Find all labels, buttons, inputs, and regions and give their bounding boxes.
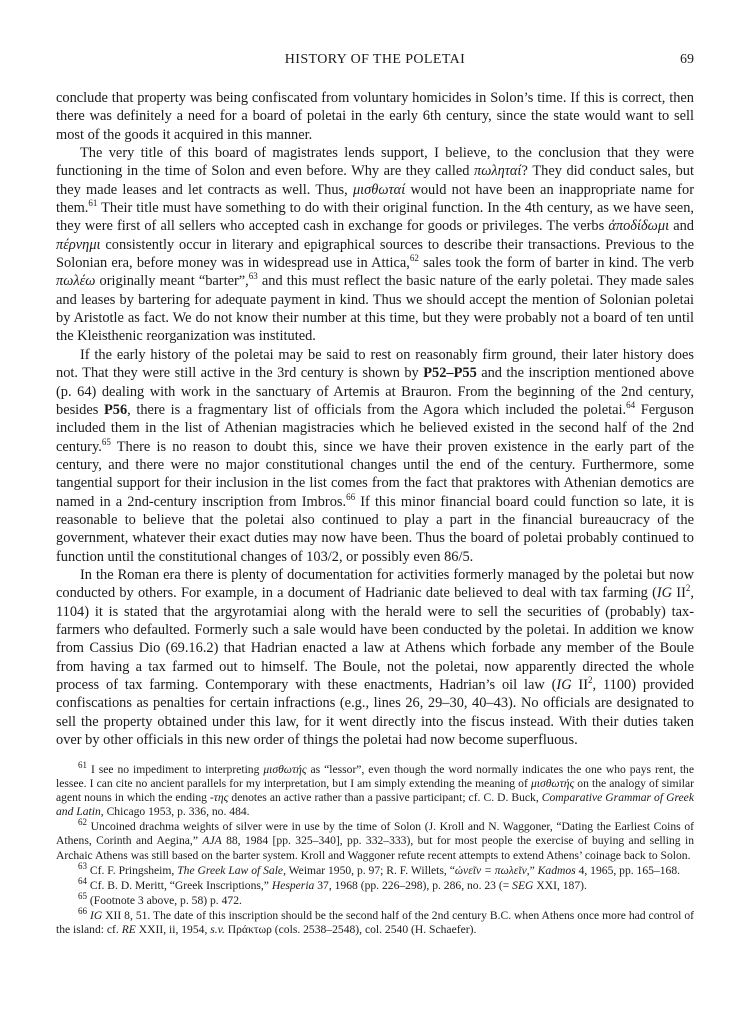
footnote-63	[56, 860, 694, 878]
footnote-number: 66	[78, 906, 87, 917]
book-title: Comparative Grammar of Greek and Latin	[56, 791, 694, 819]
text-run: , Weimar 1950, p. 97; R. F. Willets, “	[283, 863, 455, 877]
text-run: Uncoined drachma weights of silver were in use by the time of Solon (J. Kroll and N. Waggoner, “Dating the Earliest Coins of Athens, Corinth and Aegina,”	[56, 820, 694, 848]
source-abbrev: IG	[556, 677, 572, 693]
inscription-ref: P56	[103, 401, 128, 418]
text-run: II	[571, 677, 589, 693]
text-run: originally meant “barter”,	[95, 273, 249, 290]
text-run: denotes an active rather than a passive participant; cf. C. D. Buck,	[228, 791, 542, 805]
text-run: on the analogy of similar agent nouns in which the ending	[56, 777, 694, 805]
greek-term: -της	[209, 791, 229, 805]
footnote-ref-61[interactable]: 61	[88, 198, 98, 209]
footnote-number: 62	[78, 817, 87, 828]
text-run: If the early history of the poletai may be said to rest on reasonably firm ground, their later history does not. That they were still active in the 3rd century is shown by	[56, 346, 694, 382]
text-run: 4, 1965, pp. 165–168.	[575, 863, 681, 877]
greek-term: πωλέω	[56, 273, 96, 290]
text-run: , Chicago 1953, p. 336, no. 484.	[100, 805, 250, 819]
text-run: I see no impediment to interpreting	[87, 763, 264, 776]
footnotes	[56, 760, 695, 938]
text-run: consistently occur in literary and epigraphical sources to describe their transactions. Previous to the Solonian era, before money was in widespread use in Attica,	[56, 236, 694, 272]
text-run: The very title of this board of magistrates lends support, I believe, to the conclusion that they were functioning in the time of Solon and even before. Why are they called	[56, 145, 694, 180]
footnote-ref-65[interactable]: 65	[101, 436, 111, 447]
greek-term: ὠνεῖν = πωλεῖν	[454, 863, 527, 877]
footnote-62	[56, 817, 695, 862]
footnote-65	[56, 890, 694, 908]
text-run: , 1100) provided confiscations as penalties for certain infractions (e.g., lines 26, 29–30, 40–43). No officials are designated to sell the property obtained under this law, for it went directly into the fiscus instead. With their duties taken over by other officials in this new order of things the poletai had now become superfluous.	[56, 677, 694, 749]
greek-term: ἀποδίδωμι	[608, 218, 670, 235]
text-run: conclude that property was being confiscated from voluntary homicides in Solon’s time. If this is correct, then there was definitely a need for a board of poletai in the early 6th century, since the state would want to sell most of the goods it acquired in this manner.	[56, 90, 694, 143]
text-run: ? They did conduct sales, but they made leases and let contracts as well. Thus,	[56, 163, 694, 198]
text-run: XXI, 187).	[533, 878, 587, 892]
text-run: and this must reflect the basic nature of the early poletai. They made sales and leases by bartering for adequate payment in kind. Thus we should accept the mention of Solonian poletai by Aristotle as fact. We do not know their number at this time, but they were probably not a board of ten until the Kleisthenic reorganization was instituted.	[56, 273, 694, 345]
footnote-ref-63[interactable]: 63	[248, 271, 258, 282]
source-abbrev: s.v.	[210, 923, 225, 937]
footnote-number: 64	[78, 875, 87, 886]
paragraph-2	[56, 144, 694, 346]
text-run: II	[672, 585, 686, 602]
footnote-ref-66[interactable]: 66	[346, 491, 356, 502]
paragraph-1	[56, 89, 694, 144]
inscription-ref: P52–P55	[423, 365, 477, 382]
greek-term: πέρνημι	[56, 236, 101, 253]
book-title: The Greek Law of Sale	[177, 863, 284, 877]
footnote-64	[56, 875, 694, 893]
journal-title: Hesperia	[271, 878, 315, 892]
text-run: , 1104) it is stated that the argyrotamiai along with the herald were to sell the securities of (probably) tax-farmers who defaulted. Formerly such a sale would have been conducted by the poletai. In addition we know from Cassius Dio (69.16.2) that Hadrian enacted a law at Athens which forbade any member of the Boule from having a tax farmed out to himself. The Boule, not the poletai, now apparently directed the whole process of tax farming. Contemporary with these enactments, Hadrian’s oil law (	[56, 585, 694, 693]
footnote-66	[56, 906, 694, 937]
greek-term: μισθωτής	[530, 777, 575, 791]
text-run: Cf. B. D. Meritt, “Greek Inscriptions,”	[87, 878, 272, 892]
text-run: There is no reason to doubt this, since we have their proven existence in the early part of the century, and there were no major constitutional changes until the end of the century. Furthermore, some tangential support for their inclusion in the list comes from the fact that praktores with Athenian demotics are named in a 2nd-century inscription from Imbros.	[56, 438, 694, 510]
source-abbrev: IG	[656, 585, 673, 602]
text-run: In the Roman era there is plenty of documentation for activities formerly managed by the poletai but now conducted by others. For example, in a document of Hadrianic date believed to deal with tax farming (	[56, 566, 694, 602]
page-header	[56, 52, 694, 72]
text-run: would not have been an inappropriate name for them.	[56, 181, 694, 217]
footnote-number: 65	[78, 890, 87, 901]
text-run: Cf. F. Pringsheim,	[87, 863, 178, 877]
text-run: (Footnote 3 above, p. 58) p. 472.	[87, 893, 242, 907]
superscript: 2	[588, 675, 593, 686]
paragraph-4	[56, 566, 694, 749]
source-abbrev: IG	[89, 908, 103, 922]
text-run: sales took the form of barter in kind. The verb	[418, 255, 695, 272]
greek-term: πωληταί	[473, 163, 522, 180]
footnote-number: 63	[78, 860, 87, 871]
text-run: as “lessor”, even though the word normally indicates the one who pays rent, the lessee. I can cite no ancient parallels for my interpretation, but I am simply extending the meaning of	[56, 763, 694, 791]
greek-term: μισθωταί	[352, 181, 406, 198]
main-text	[56, 89, 694, 749]
superscript: 2	[685, 583, 691, 594]
running-title: HISTORY OF THE POLETAI	[284, 52, 466, 67]
paragraph-3	[56, 346, 694, 566]
greek-term: Πράκτωρ	[227, 923, 272, 937]
source-abbrev: RE	[121, 923, 136, 937]
journal-title: Kadmos	[537, 863, 576, 877]
greek-term: μισθωτής	[263, 763, 307, 776]
text-run: , there is a fragmentary list of officials from the Agora which included the poletai.	[127, 401, 627, 418]
page-number: 69	[680, 52, 694, 67]
text-run: ,”	[526, 863, 538, 877]
text-run: Their title must have something to do with their original function. In the 4th century, as we have seen, they were first of all sellers who accepted cash in exchange for goods or privileges. The verbs	[56, 200, 694, 235]
text-run: and the inscription mentioned above (p. 64) dealing with work in the sanctuary of Artemis at Brauron. From the beginning of the 2nd century, besides	[56, 365, 694, 418]
text-run: Ferguson included them in the list of Athenian magistracies which he believed existed in the second half of the 2nd century.	[56, 401, 695, 455]
footnote-ref-64[interactable]: 64	[626, 400, 636, 411]
text-run: XII 8, 51. The date of this inscription should be the second half of the 2nd century B.C. when Athens once more had control of the island: cf.	[56, 908, 694, 937]
text-run: XXII, ii, 1954,	[135, 923, 211, 937]
footnote-ref-62[interactable]: 62	[409, 253, 419, 264]
source-abbrev: SEG	[512, 878, 534, 892]
footnote-number: 61	[78, 760, 87, 771]
text-run: (cols. 2538–2548), col. 2540 (H. Schaefer).	[271, 923, 477, 937]
text-run: If this minor financial board could function so late, it is reasonable to believe that the poletai also continued to play a part in the financial bureaucracy of the government, whatever their exact duties may now have been. Thus the board of poletai probably continued to function until the constitutional changes of 103/2, or possibly even 86/5.	[56, 493, 694, 565]
text-run: and	[669, 218, 694, 235]
footnote-61	[56, 760, 694, 819]
text-run: 88, 1984 [pp. 325–340], pp. 332–333), but for most people the exercise of buying and selling in Archaic Athens was still based on the barter system. Kroll and Waggoner refute recent attempts to extend Athens’ coinage back to Solon.	[56, 834, 695, 862]
text-run: 37, 1968 (pp. 226–298), p. 286, no. 23 (=	[314, 878, 513, 892]
journal-title: AJA	[202, 834, 222, 848]
